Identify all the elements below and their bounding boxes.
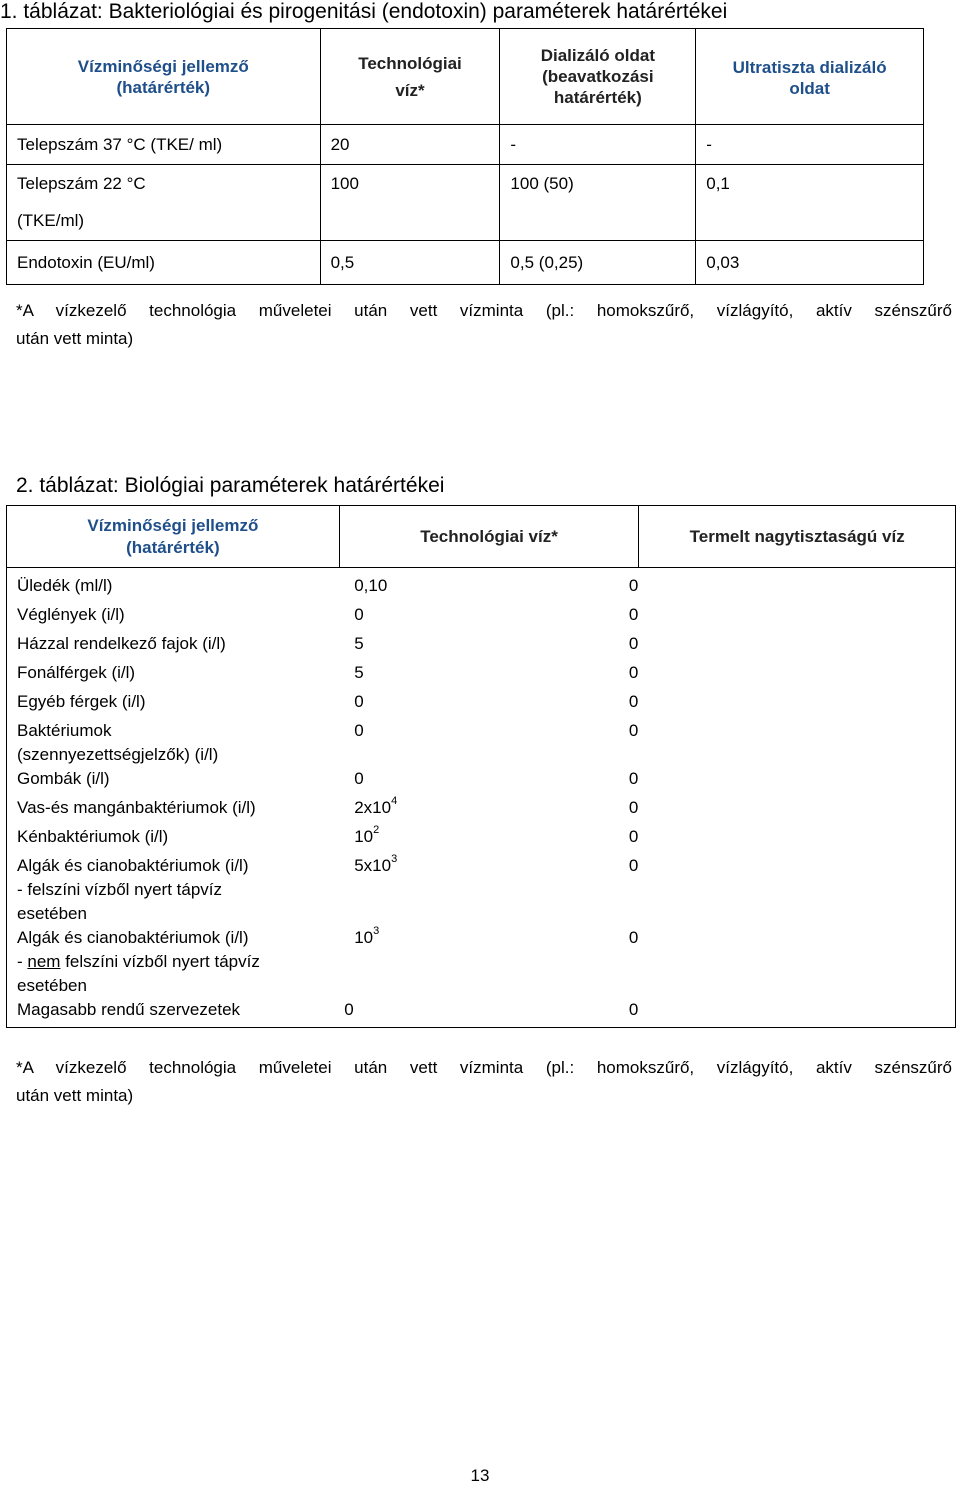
footnote-line: után vett minta)	[16, 329, 134, 348]
footnote-line: *A vízkezelő technológia műveletei után vett vízminta (pl.: homokszűrő, vízlágyító, aktív szénszűrő	[16, 1058, 952, 1077]
t1-cell: 0,5	[320, 241, 500, 285]
t1-header-ultrapure-solution: Ultratiszta dializáló oldat	[696, 29, 924, 125]
t2-cell: 0,10	[354, 576, 388, 595]
t2-row-label: Vas-és mangánbaktériumok (i/l)	[7, 796, 340, 825]
t2-row-label: Kénbaktériumok (i/l)	[7, 825, 340, 854]
table-row	[7, 998, 956, 1028]
t1-cell: 0,03	[696, 241, 924, 285]
t2-row-label: Fonálférgek (i/l)	[7, 661, 340, 690]
t1-cell	[320, 203, 500, 241]
t1-cell: -	[696, 125, 924, 165]
t2-cell: 0	[629, 767, 946, 796]
t2-row-label: Baktériumok (szennyezettségjelzők) (i/l)	[7, 719, 340, 767]
t2-row-label: Magasabb rendű szervezetek	[7, 998, 340, 1028]
t2-cell: $10^3$	[354, 925, 380, 947]
table-row	[7, 690, 956, 719]
t1-header-dialysis-solution: Dializáló oldat (beavatkozási határérték)	[500, 29, 696, 125]
t2-cell: 0	[629, 568, 946, 604]
table2	[6, 505, 956, 1028]
t2-row-label: Üledék (ml/l)	[7, 568, 340, 604]
t2-header-high-purity-water: Termelt nagytisztaságú víz	[639, 506, 956, 568]
t2-cell: 0	[339, 998, 639, 1028]
t2-row-label: Algák és cianobaktériumok (i/l) - nem felszíni vízből nyert tápvíz esetében	[7, 926, 340, 998]
table-row	[7, 796, 956, 825]
t2-row-label: Algák és cianobaktériumok (i/l) - felszíni vízből nyert tápvíz esetében	[7, 854, 340, 926]
table-row	[7, 603, 956, 632]
t1-row-label: Endotoxin (EU/ml)	[7, 241, 321, 285]
t2-cell: 0	[629, 603, 946, 632]
table-row	[7, 854, 956, 926]
table2-header-row	[7, 506, 956, 568]
table-row	[7, 125, 924, 165]
table-row	[7, 568, 956, 604]
t1-cell: 20	[320, 125, 500, 165]
t2-cell: $5x10^3$	[354, 853, 398, 875]
t2-cell: $2x10^4$	[354, 795, 398, 817]
t2-cell: 5	[354, 634, 364, 653]
t2-cell: 0	[629, 926, 946, 998]
table1-footnote	[16, 297, 952, 353]
table-row	[7, 661, 956, 690]
t2-row-label: Gombák (i/l)	[7, 767, 340, 796]
t1-row-label: (TKE/ml)	[7, 203, 321, 241]
footnote-line: *A vízkezelő technológia műveletei után vett vízminta (pl.: homokszűrő, vízlágyító, aktív szénszűrő	[16, 301, 952, 320]
t2-cell: 0	[629, 825, 946, 854]
t1-cell	[696, 203, 924, 241]
t2-cell: 0	[354, 605, 364, 624]
table2-footnote	[16, 1054, 952, 1110]
t1-cell: 0,1	[696, 165, 924, 203]
t2-cell: 5	[354, 663, 364, 682]
t2-row-label: Véglények (i/l)	[7, 603, 340, 632]
t2-row-label: Házzal rendelkező fajok (i/l)	[7, 632, 340, 661]
t1-header-characteristic: Vízminőségi jellemző (határérték)	[7, 29, 321, 125]
t1-row-label: Telepszám 37 °C (TKE/ ml)	[7, 125, 321, 165]
t2-cell: 0	[629, 998, 946, 1028]
table-row	[7, 719, 956, 767]
table-row	[7, 767, 956, 796]
t2-cell: 0	[629, 690, 946, 719]
table-row	[7, 203, 924, 241]
t1-cell: 100 (50)	[500, 165, 696, 203]
t2-cell: 0	[629, 854, 946, 926]
t2-header-technological-water: Technológiai víz*	[339, 506, 639, 568]
t1-cell: 100	[320, 165, 500, 203]
table-row	[7, 165, 924, 203]
table2-title: 2. táblázat: Biológiai paraméterek határértékei	[16, 474, 445, 497]
t2-cell: 0	[354, 692, 364, 711]
t1-row-label: Telepszám 22 °C	[7, 165, 321, 203]
table1	[6, 28, 924, 285]
table1-header-row	[7, 29, 924, 125]
t2-header-characteristic: Vízminőségi jellemző (határérték)	[7, 506, 340, 568]
table-row	[7, 241, 924, 285]
table-row	[7, 926, 956, 998]
t2-cell: $10^2$	[354, 824, 380, 846]
t2-cell: 0	[629, 796, 946, 825]
t2-cell: 0	[354, 721, 364, 740]
t2-cell: 0	[629, 719, 946, 767]
t1-cell: -	[500, 125, 696, 165]
table-row	[7, 632, 956, 661]
t2-row-label: Egyéb férgek (i/l)	[7, 690, 340, 719]
table-row	[7, 825, 956, 854]
page-number: 13	[470, 1466, 490, 1485]
t1-cell: 0,5 (0,25)	[500, 241, 696, 285]
t1-header-technological-water: Technológiai víz*	[320, 29, 500, 125]
t1-cell	[500, 203, 696, 241]
table1-title: 1. táblázat: Bakteriológiai és pirogenitási (endotoxin) paraméterek határértékei	[0, 0, 728, 23]
t2-cell: 0	[354, 769, 364, 788]
t2-cell: 0	[629, 661, 946, 690]
footnote-line: után vett minta)	[16, 1086, 134, 1105]
t2-cell: 0	[629, 632, 946, 661]
